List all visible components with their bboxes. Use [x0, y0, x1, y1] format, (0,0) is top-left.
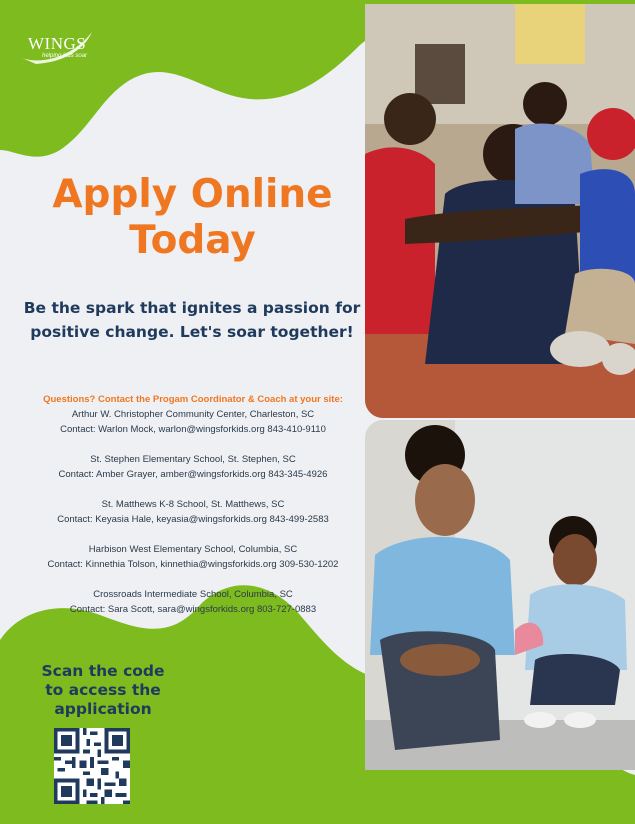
- headline: [20, 172, 365, 264]
- contacts-section: [12, 392, 374, 632]
- tagline-line-1: Be the spark that ignites a passion for: [23, 299, 361, 317]
- tagline-line-2: positive change. Let's soar together!: [30, 323, 354, 341]
- site-location: St. Stephen Elementary School, St. Stephen, SC: [90, 454, 296, 465]
- scan-line-2: to access the: [45, 681, 161, 699]
- qr-code-icon[interactable]: [54, 728, 130, 804]
- contacts-intro: Questions? Contact the Progam Coordinator & Coach at your site:: [43, 394, 343, 405]
- headline-line-1: Apply Online: [52, 172, 333, 217]
- photo-coach-child: [365, 420, 635, 770]
- site-location: Arthur W. Christopher Community Center, Charleston, SC: [71, 409, 315, 420]
- site-contact[interactable]: Contact: Amber Grayer, amber@wingsforkids.org 843-345-4926: [58, 469, 328, 480]
- site-item: [12, 452, 374, 482]
- wings-logo[interactable]: [18, 30, 98, 70]
- site-location: Harbison West Elementary School, Columbia, SC: [88, 544, 298, 555]
- site-item: [12, 407, 374, 437]
- logo-wordmark: WINGS: [28, 34, 87, 53]
- photo-kids-group: [365, 4, 635, 418]
- tagline: [18, 296, 366, 344]
- site-location: St. Matthews K-8 School, St. Matthews, SC: [101, 499, 285, 510]
- logo-tagline: helping kids soar: [42, 53, 88, 59]
- headline-line-2: Today: [129, 218, 256, 263]
- scan-line-1: Scan the code: [41, 662, 165, 680]
- site-contact[interactable]: Contact: Warlon Mock, warlon@wingsforkids.org 843-410-9110: [60, 424, 326, 435]
- scan-line-3: application: [54, 700, 152, 718]
- site-contact[interactable]: Contact: Sara Scott, sara@wingsforkids.org 803-727-0883: [69, 604, 317, 615]
- site-contact[interactable]: Contact: Keyasia Hale, keyasia@wingsforkids.org 843-499-2583: [57, 514, 329, 525]
- site-item: [12, 542, 374, 572]
- scan-instructions: [28, 662, 178, 719]
- site-contact[interactable]: Contact: Kinnethia Tolson, kinnethia@wingsforkids.org 309-530-1202: [47, 559, 339, 570]
- site-location: Crossroads Intermediate School, Columbia, SC: [93, 589, 293, 600]
- site-item: [12, 587, 374, 617]
- site-item: [12, 497, 374, 527]
